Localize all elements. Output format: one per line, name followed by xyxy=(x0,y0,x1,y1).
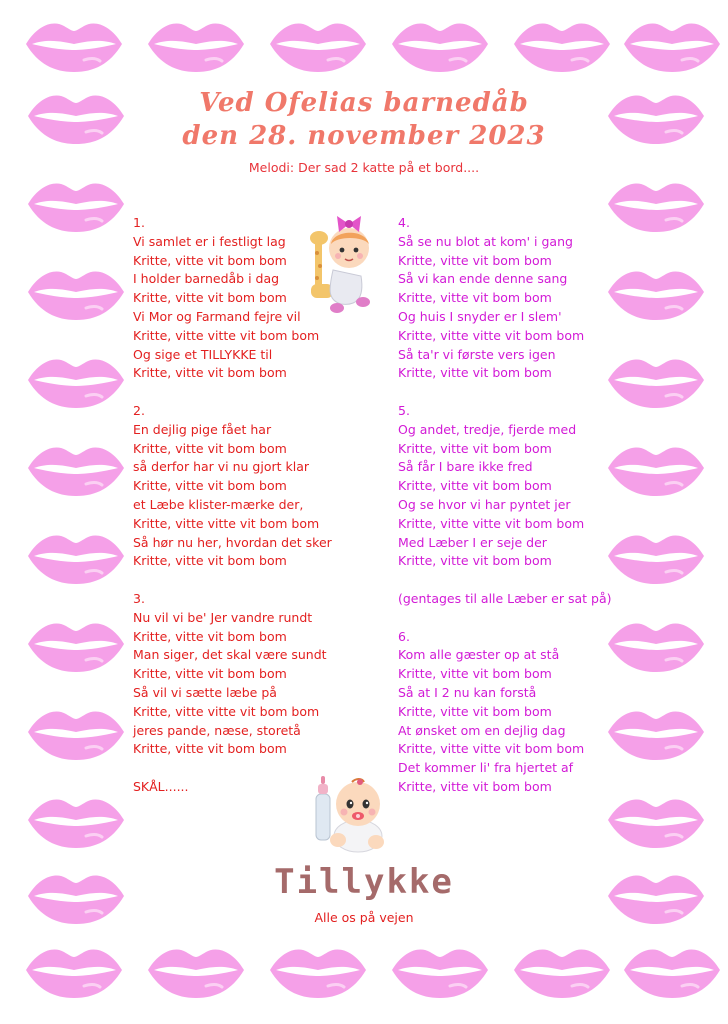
verse-1 xyxy=(133,214,332,383)
baby-bottle-illustration xyxy=(312,770,396,856)
verse-line: så derfor har vi nu gjort klar xyxy=(133,459,310,475)
verse-line: Kritte, vitte vit bom bom xyxy=(398,290,552,306)
verse-line: Kritte, vitte vit bom bom xyxy=(133,252,287,268)
verse-line: jeres pande, næse, storetå xyxy=(133,722,301,738)
right-verses-column xyxy=(398,214,611,797)
lips-decoration xyxy=(512,946,612,998)
verse-number: 1. xyxy=(133,215,145,230)
verse-6 xyxy=(398,628,611,797)
melody-subtitle: Melodi: Der sad 2 katte på et bord.... xyxy=(248,160,480,175)
lips-decoration xyxy=(26,708,126,760)
verse-2 xyxy=(133,402,332,571)
verse-line: Kritte, vitte vit bom bom xyxy=(398,778,552,794)
lips-decoration xyxy=(146,20,246,72)
verse-line: Kritte, vitte vit bom bom xyxy=(133,628,287,644)
lips-decoration xyxy=(606,356,706,408)
lips-decoration xyxy=(606,532,706,584)
lips-decoration xyxy=(26,180,126,232)
lips-decoration xyxy=(390,20,490,72)
verse-line: Kritte, vitte vit bom bom xyxy=(133,365,287,381)
verse-line: Så hør nu her, hvordan det sker xyxy=(133,534,332,550)
verse-5 xyxy=(398,402,611,571)
lips-decoration xyxy=(390,946,490,998)
verse-line: Så ta'r vi første vers igen xyxy=(398,346,556,362)
lips-decoration xyxy=(512,20,612,72)
lips-decoration xyxy=(26,796,126,848)
verse-line: Kritte, vitte vit bom bom xyxy=(133,553,287,569)
lips-decoration xyxy=(24,20,124,72)
footer-title: Tillykke xyxy=(274,862,454,902)
footer-subtitle: Alle os på vejen xyxy=(314,910,414,925)
verse-line: Kritte, vitte vit bom bom xyxy=(398,252,552,268)
verse-line: Kom alle gæster op at stå xyxy=(398,647,560,663)
verse-line: Det kommer li' fra hjertet af xyxy=(398,760,574,776)
verse-line: Vi Mor og Farmand fejre vil xyxy=(133,308,301,324)
verse-line: Kritte, vitte vit bom bom xyxy=(398,478,552,494)
verse-line: Kritte, vitte vit bom bom xyxy=(133,741,287,757)
lips-decoration xyxy=(26,356,126,408)
verse-line: At ønsket om en dejlig dag xyxy=(398,722,566,738)
lips-decoration xyxy=(146,946,246,998)
verse-line: Kritte, vitte vit bom bom xyxy=(133,666,287,682)
verse-number: 4. xyxy=(398,215,410,230)
verse-line: Og sige et TILLYKKE til xyxy=(133,346,273,362)
lips-decoration xyxy=(24,946,124,998)
verse-number: 5. xyxy=(398,402,410,418)
lips-decoration xyxy=(606,796,706,848)
verse-line: Så se nu blot at kom' i gang xyxy=(398,233,573,249)
repeat-note: (gentages til alle Læber er sat på) xyxy=(398,590,612,606)
verse-line: Kritte, vitte vit bom bom xyxy=(398,553,552,569)
page-title-line1: Ved Ofelias barnedåb xyxy=(199,88,529,118)
verse-line: Så vil vi sætte læbe på xyxy=(133,684,277,700)
verse-line: Og huis I snyder er I slem' xyxy=(398,308,562,324)
lips-decoration xyxy=(606,444,706,496)
lips-decoration xyxy=(268,20,368,72)
lips-decoration xyxy=(606,268,706,320)
verse-number: 2. xyxy=(133,402,145,418)
left-verses-column xyxy=(133,214,332,797)
lips-decoration xyxy=(26,620,126,672)
verse-line: Kritte, vitte vitte vit bom bom xyxy=(133,515,320,531)
verse-line: Nu vil vi be' Jer vandre rundt xyxy=(133,609,313,625)
verse-line: Man siger, det skal være sundt xyxy=(133,647,327,663)
verse-line: Kritte, vitte vit bom bom xyxy=(398,365,552,381)
lips-decoration xyxy=(606,620,706,672)
verse-number: 3. xyxy=(133,590,145,606)
verse-4 xyxy=(398,214,611,383)
verse-line: En dejlig pige fået har xyxy=(133,421,272,437)
verse-line: Med Læber I er seje der xyxy=(398,534,547,550)
verse-line: Kritte, vitte vit bom bom xyxy=(398,440,552,456)
verse-line: Så vi kan ende denne sang xyxy=(398,271,568,287)
lips-decoration xyxy=(606,180,706,232)
baby-girl-giraffe-illustration xyxy=(303,208,383,320)
lips-decoration xyxy=(622,20,722,72)
verse-line: Kritte, vitte vitte vit bom bom xyxy=(398,515,585,531)
verse-line: Kritte, vitte vit bom bom xyxy=(133,440,287,456)
page-title-line2: den 28. november 2023 xyxy=(182,121,546,151)
lips-decoration xyxy=(26,268,126,320)
verse-line: Kritte, vitte vit bom bom xyxy=(398,666,552,682)
verse-line: Så at I 2 nu kan forstå xyxy=(398,684,537,700)
verse-line: Og se hvor vi har pyntet jer xyxy=(398,496,571,512)
lips-decoration xyxy=(622,946,722,998)
lips-decoration xyxy=(606,708,706,760)
verse-line: Så får I bare ikke fred xyxy=(398,459,533,475)
lips-decoration xyxy=(26,444,126,496)
lips-decoration xyxy=(26,532,126,584)
verse-number: 6. xyxy=(398,628,410,644)
verse-line: et Læbe klister-mærke der, xyxy=(133,496,304,512)
closing-toast: SKÅL...... xyxy=(133,778,189,794)
verse-line: Vi samlet er i festligt lag xyxy=(133,233,286,249)
verse-3 xyxy=(133,590,332,759)
lips-decoration xyxy=(268,946,368,998)
verse-line: Og andet, tredje, fjerde med xyxy=(398,421,577,437)
verse-line: Kritte, vitte vitte vit bom bom xyxy=(398,327,585,343)
verse-line: Kritte, vitte vit bom bom xyxy=(133,290,287,306)
verse-line: Kritte, vitte vit bom bom xyxy=(133,478,287,494)
verse-line: I holder barnedåb i dag xyxy=(133,271,280,287)
verse-line: Kritte, vitte vitte vit bom bom xyxy=(133,703,320,719)
verse-line: Kritte, vitte vitte vit bom bom xyxy=(133,327,320,343)
verse-line: Kritte, vitte vit bom bom xyxy=(398,703,552,719)
verse-line: Kritte, vitte vitte vit bom bom xyxy=(398,741,585,757)
